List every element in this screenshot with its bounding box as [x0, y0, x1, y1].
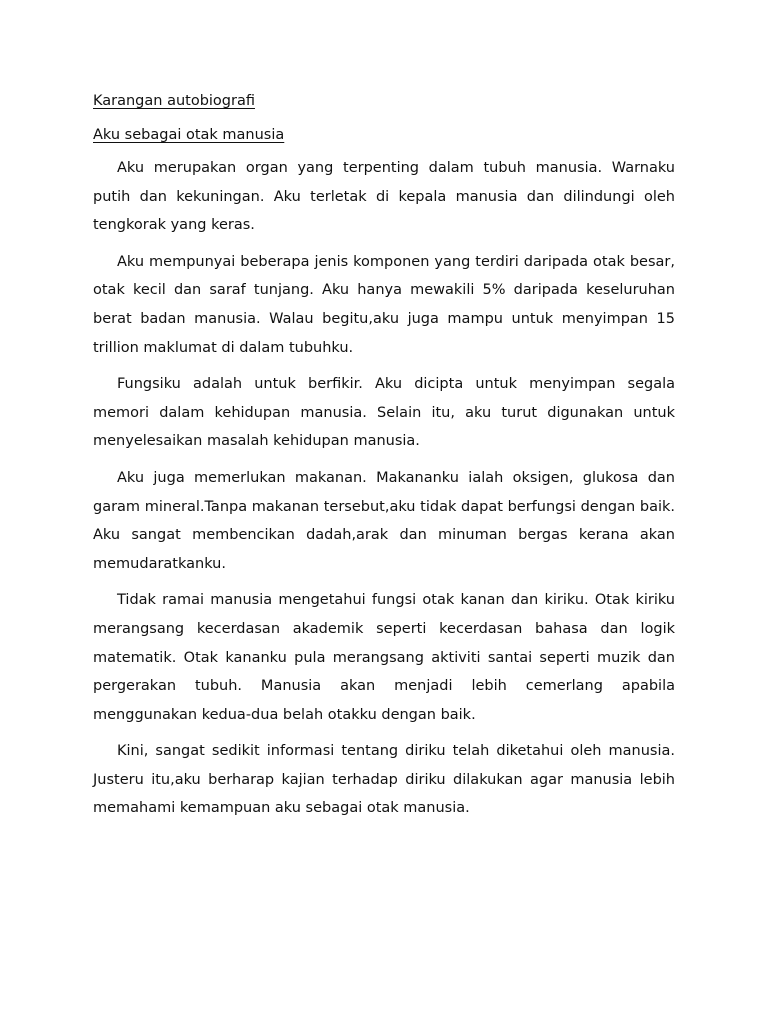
- paragraph-5: Tidak ramai manusia mengetahui fungsi otak kanan dan kiriku. Otak kiriku merangsang kecerdasan akademik seperti kecerdasan bahasa dan logik matematik. Otak kananku pula merangsang aktiviti santai seperti muzik dan pergerakan tubuh. Manusia akan menjadi lebih cemerlang apabila menggunakan kedua-dua belah otakku dengan baik.: [93, 592, 675, 723]
- paragraph-3: Fungsiku adalah untuk berfikir. Aku dicipta untuk menyimpan segala memori dalam kehidupan manusia. Selain itu, aku turut digunakan untuk menyelesaikan masalah kehidupan manusia.: [93, 376, 675, 450]
- document-subtitle: Aku sebagai otak manusia: [93, 127, 285, 143]
- document-title: Karangan autobiografi: [93, 93, 255, 109]
- paragraph-4: Aku juga memerlukan makanan. Makananku ialah oksigen, glukosa dan garam mineral.Tanpa makanan tersebut,aku tidak dapat berfungsi dengan baik. Aku sangat membencikan dadah,arak dan minuman bergas kerana akan memudaratkanku.: [93, 469, 675, 572]
- paragraph-6: Kini, sangat sedikit informasi tentang diriku telah diketahui oleh manusia. Justeru itu,aku berharap kajian terhadap diriku dilakukan agar manusia lebih memahami kemampuan aku sebagai otak manusia.: [93, 743, 675, 817]
- paragraph-1: Aku merupakan organ yang terpenting dalam tubuh manusia. Warnaku putih dan kekuningan. Aku terletak di kepala manusia dan dilindungi oleh tengkorak yang keras.: [93, 160, 675, 234]
- document-page: [93, 86, 675, 831]
- paragraph-2: Aku mempunyai beberapa jenis komponen yang terdiri daripada otak besar, otak kecil dan saraf tunjang. Aku hanya mewakili 5% daripada keseluruhan berat badan manusia. Walau begitu,aku juga mampu untuk menyimpan 15 trillion maklumat di dalam tubuhku.: [93, 253, 675, 356]
